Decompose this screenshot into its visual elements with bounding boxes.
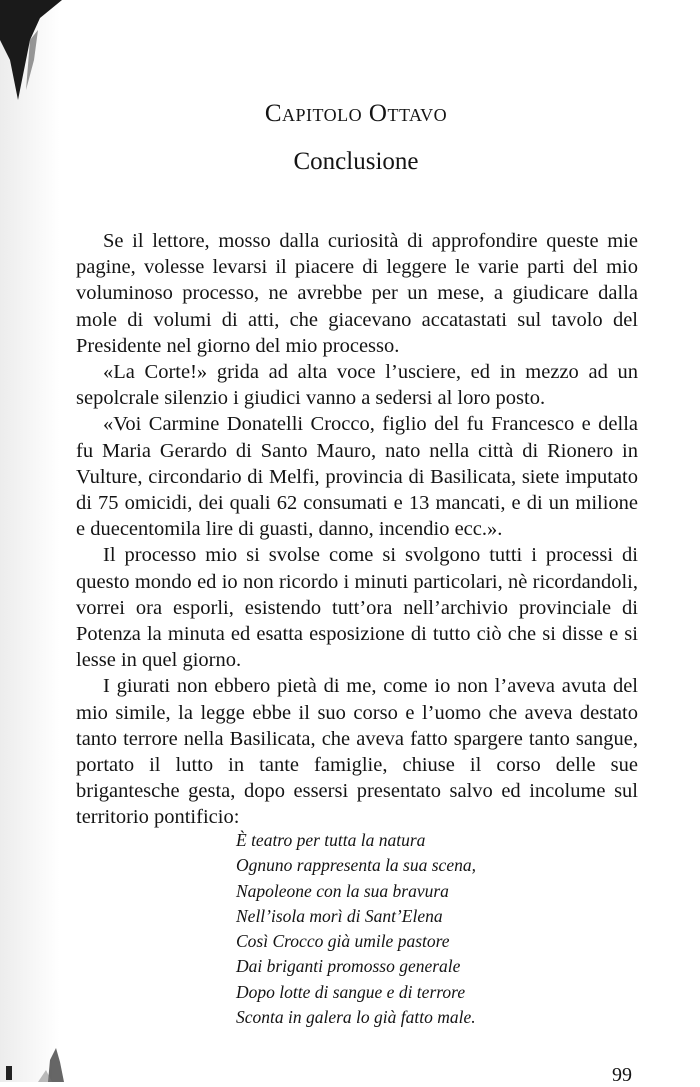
poem-line: Nell’isola morì di Sant’Elena bbox=[236, 905, 443, 926]
scan-corner-mark bbox=[0, 0, 80, 110]
poem-line: È teatro per tutta la natura bbox=[236, 830, 426, 850]
paragraph: Se il lettore, mosso dalla curiosità di approfondire queste mie pagine, volesse levarsi il piacere di leggere le varie parti del mio voluminoso processo, ne avrebbe per un mese, a giudicare dalla mole di volumi di atti, che giacevano accatastati sul tavolo del Presidente nel giorno del mio processo. bbox=[76, 230, 638, 357]
body-text bbox=[76, 228, 638, 831]
chapter-title: Conclusione bbox=[293, 148, 419, 175]
poem-line: Così Crocco già umile pastore bbox=[236, 931, 450, 952]
paragraph: «Voi Carmine Donatelli Crocco, figlio del fu Francesco e della fu Maria Gerardo di Santo Mauro, nato nella città di Rionero in Vulture, circondario di Melfi, provincia di Basilicata, siete imputato di 75 omicidi, dei quali 62 consumati e 13 mancati, e di un milione e duecentomila lire di guasti, danno, incendio ecc.». bbox=[76, 413, 638, 541]
poem bbox=[236, 828, 536, 1030]
chapter-heading: Capitolo Ottavo bbox=[264, 100, 448, 127]
poem-line: Ognuno rappresenta la sua scena, bbox=[236, 855, 476, 876]
poem-line: Sconta in galera lo già fatto male. bbox=[236, 1007, 476, 1028]
scan-bottom-mark bbox=[28, 1040, 78, 1082]
paragraph: Il processo mio si svolse come si svolgono tutti i processi di questo mondo ed io non ricordo i minuti particolari, nè ricordandoli, vorrei ora esporli, esistendo tutt’ora nell’archivio provinciale di Potenza la minuta ed esatta esposizione di tutto ciò che si disse e si lesse in quel giorno. bbox=[76, 544, 638, 672]
paragraph: «La Corte!» grida ad alta voce l’usciere, ed in mezzo ad un sepolcrale silenzio i giudici vanno a sedersi al loro posto. bbox=[76, 361, 638, 410]
page-number: 99 bbox=[612, 1064, 632, 1086]
poem-line: Napoleone con la sua bravura bbox=[236, 880, 449, 901]
paragraph: I giurati non ebbero pietà di me, come io non l’aveva avuta del mio simile, la legge ebbe il suo corso e l’uomo che aveva destato tanto terrore nella Basilicata, che aveva fatto spargere tanto sangue, portato il lutto in tante famiglie, chiuse il corso delle sue brigantesche gesta, dopo essersi presentato salvo ed incolume sul territorio pontificio: bbox=[76, 675, 638, 829]
poem-line: Dopo lotte di sangue e di terrore bbox=[236, 981, 466, 1002]
poem-line: Dai briganti promosso generale bbox=[236, 956, 461, 977]
scan-edge-mark bbox=[6, 1066, 12, 1080]
